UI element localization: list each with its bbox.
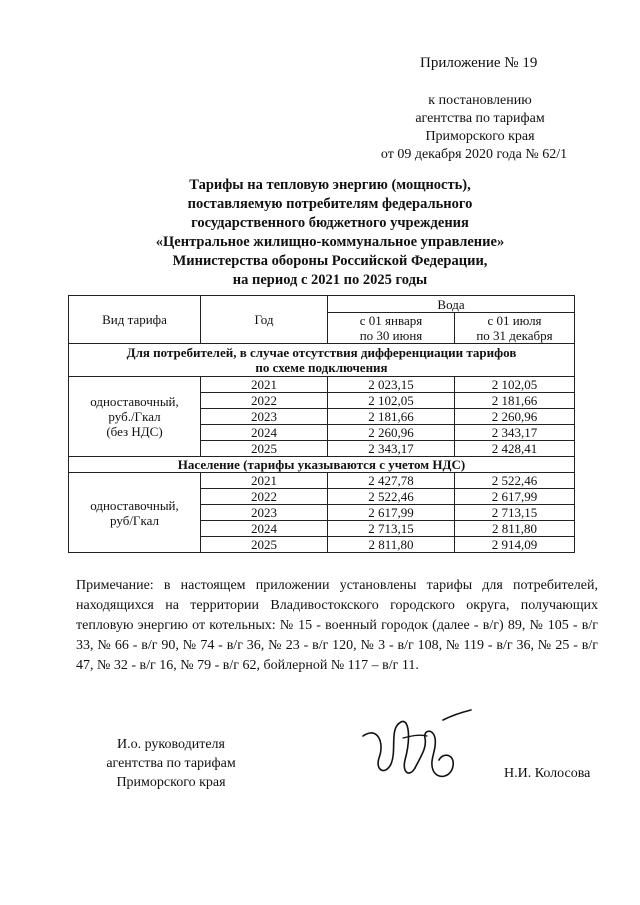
tariff-value: 2 522,46 <box>455 473 575 489</box>
year-cell: 2023 <box>201 409 328 425</box>
tariff-value: 2 260,96 <box>455 409 575 425</box>
table-row <box>69 377 575 393</box>
year-cell: 2021 <box>201 377 328 393</box>
tariff-value: 2 181,66 <box>455 393 575 409</box>
tariff-value: 2 713,15 <box>328 521 455 537</box>
decree-line: от 09 декабря 2020 года № 62/1 <box>380 147 568 162</box>
handwritten-signature <box>355 708 475 793</box>
year-cell: 2025 <box>201 537 328 553</box>
tariff-kind-cell: одноставочный, руб./Гкал (без НДС) <box>69 377 201 457</box>
tariff-value: 2 811,80 <box>328 537 455 553</box>
header-tariff-kind: Вид тарифа <box>69 296 201 344</box>
title-line: поставляемую потребителям федерального <box>187 196 473 212</box>
tariff-value: 2 343,17 <box>328 441 455 457</box>
year-cell: 2022 <box>201 489 328 505</box>
tariff-table <box>68 295 575 553</box>
header-period-first-half: с 01 января по 30 июня <box>328 313 455 344</box>
decree-line: Приморского края <box>425 129 535 144</box>
title-line: государственного бюджетного учреждения <box>191 215 469 231</box>
decree-line: к постановлению <box>428 93 532 108</box>
year-cell: 2024 <box>201 425 328 441</box>
header-period-second-half: с 01 июля по 31 декабря <box>455 313 575 344</box>
tariff-value: 2 023,15 <box>328 377 455 393</box>
tariff-value: 2 713,15 <box>455 505 575 521</box>
year-cell: 2022 <box>201 393 328 409</box>
year-cell: 2025 <box>201 441 328 457</box>
tariff-value: 2 102,05 <box>328 393 455 409</box>
title-line: Тарифы на тепловую энергию (мощность), <box>189 177 471 193</box>
header-year: Год <box>201 296 328 344</box>
tariff-value: 2 617,99 <box>455 489 575 505</box>
year-cell: 2023 <box>201 505 328 521</box>
table-row <box>69 473 575 489</box>
decree-reference <box>360 92 600 164</box>
tariff-value: 2 914,09 <box>455 537 575 553</box>
tariff-kind-cell: одноставочный, руб/Гкал <box>69 473 201 553</box>
header-water: Вода <box>328 296 575 313</box>
annex-number: Приложение № 19 <box>420 55 538 71</box>
decree-line: агентства по тарифам <box>415 111 545 126</box>
tariff-value: 2 522,46 <box>328 489 455 505</box>
document-title <box>90 176 570 290</box>
section-heading: Население (тарифы указываются с учетом НДС) <box>69 457 575 473</box>
tariff-value: 2 102,05 <box>455 377 575 393</box>
year-cell: 2021 <box>201 473 328 489</box>
title-line: Министерства обороны Российской Федерации, <box>172 253 488 269</box>
tariff-value: 2 617,99 <box>328 505 455 521</box>
signer-name: Н.И. Колосова <box>504 766 591 781</box>
tariff-value: 2 343,17 <box>455 425 575 441</box>
tariff-value: 2 260,96 <box>328 425 455 441</box>
tariff-value: 2 427,78 <box>328 473 455 489</box>
note-paragraph: Примечание: в настоящем приложении установлены тарифы для потребителей, находящихся на территории Владивостокского городского округа, получающих тепловую энергию от котельных: № 15 - военный городок (далее - в/г) 89, № 105 - в/г 33, № 66 - в/г 90, № 74 - в/г 36, № 23 - в/г 120, № 3 - в/г 108, № 119 - в/г 36, № 25 - в/г 47, № 32 - в/г 16, № 79 - в/г 62, бойлерной № 117 – в/г 11. <box>76 578 598 673</box>
signer-position: И.о. руководителя агентства по тарифам Приморского края <box>106 737 236 790</box>
title-line: на период с 2021 по 2025 годы <box>232 272 428 288</box>
tariff-value: 2 428,41 <box>455 441 575 457</box>
title-line: «Центральное жилищно-коммунальное управление» <box>155 234 505 250</box>
year-cell: 2024 <box>201 521 328 537</box>
tariff-value: 2 181,66 <box>328 409 455 425</box>
tariff-value: 2 811,80 <box>455 521 575 537</box>
section-heading: Для потребителей, в случае отсутствия дифференциации тарифов по схеме подключения <box>69 344 575 377</box>
